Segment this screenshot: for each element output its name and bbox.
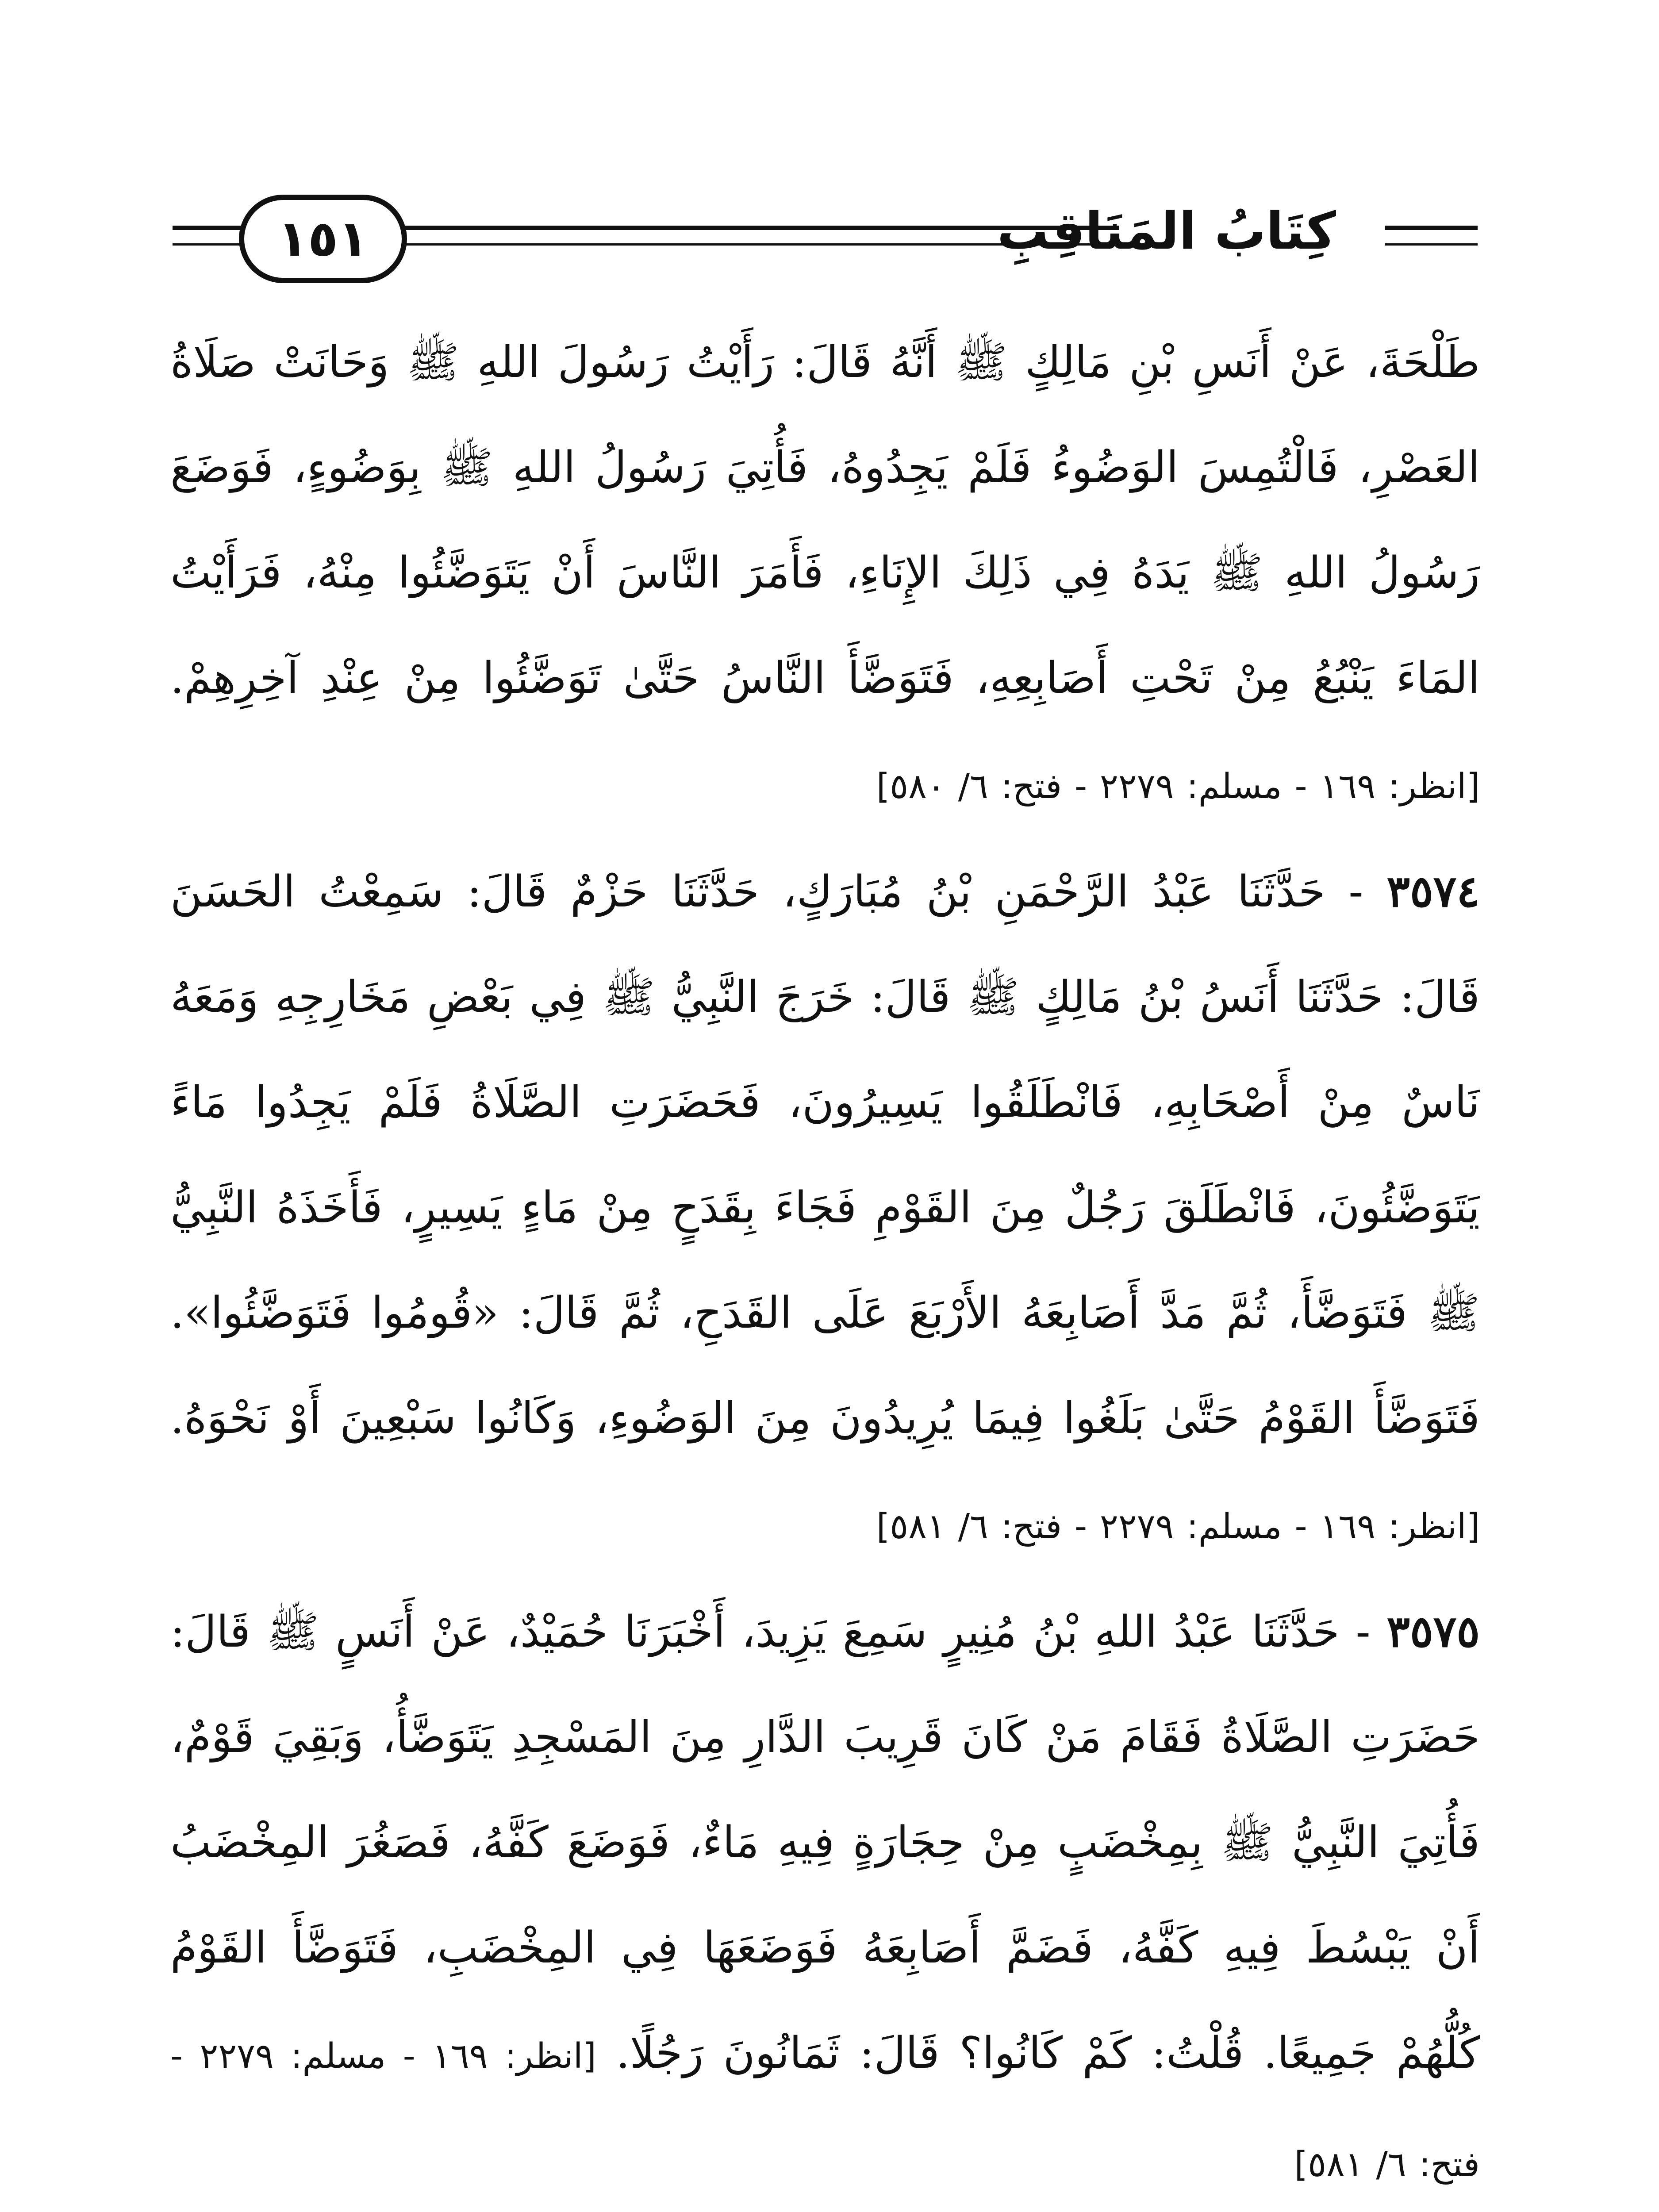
hadith-reference: [انظر: ١٦٩ - مسلم: ٢٢٧٩ - فتح: ٦/ ٥٨١] (170, 2036, 1480, 2185)
header-rule-right (1385, 226, 1478, 230)
header-rule-left (173, 226, 243, 230)
chapter-title: كِتَابُ المَنَاقِبِ (997, 201, 1336, 261)
hadith-text: - حَدَّثَنَا عَبْدُ اللهِ بْنُ مُنِيرٍ سَمِعَ يَزِيدَ، أَخْبَرَنَا حُمَيْدٌ، عَنْ أَنَسٍ ﷺ قَالَ: حَضَرَتِ الصَّلَاةُ فَقَامَ مَنْ كَانَ قَرِيبَ الدَّارِ مِنَ المَسْجِدِ يَتَوَضَّأُ، وَبَقِيَ قَوْمٌ، فَأُتِيَ النَّبِيُّ ﷺ بِمِخْضَبٍ مِنْ حِجَارَةٍ فِيهِ مَاءٌ، فَوَضَعَ كَفَّهُ، فَصَغُرَ المِخْضَبُ أَنْ يَبْسُطَ فِيهِ كَفَّهُ، فَضَمَّ أَصَابِعَهُ فَوَضَعَهَا فِي المِخْضَبِ، فَتَوَضَّأَ القَوْمُ كُلُّهُمْ جَمِيعًا. قُلْتُ: كَمْ كَانُوا؟ قَالَ: ثَمَانُونَ رَجُلًا. (170, 1607, 1480, 2078)
hadith-number: ٣٥٧٥ (1386, 1606, 1480, 1657)
page-number: ١٥١ (239, 195, 407, 283)
hadith-reference: [انظر: ١٦٩ - مسلم: ٢٢٧٩ - فتح: ٦/ ٥٨٠] (876, 767, 1480, 806)
header-rule-right-lower (1385, 243, 1478, 246)
hadith-paragraph (170, 310, 1480, 839)
page-body (170, 310, 1480, 2212)
hadith-number: ٣٥٧٤ (1386, 866, 1480, 917)
hadith-paragraph (170, 1579, 1480, 2212)
hadith-text: - حَدَّثَنَا عَبْدُ الرَّحْمَنِ بْنُ مُبَارَكٍ، حَدَّثَنَا حَزْمٌ قَالَ: سَمِعْتُ الحَسَنَ قَالَ: حَدَّثَنَا أَنَسُ بْنُ مَالِكٍ ﷺ قَالَ: خَرَجَ النَّبِيُّ ﷺ فِي بَعْضِ مَخَارِجِهِ وَمَعَهُ نَاسٌ مِنْ أَصْحَابِهِ، فَانْطَلَقُوا يَسِيرُونَ، فَحَضَرَتِ الصَّلَاةُ فَلَمْ يَجِدُوا مَاءً يَتَوَضَّئُونَ، فَانْطَلَقَ رَجُلٌ مِنَ القَوْمِ فَجَاءَ بِقَدَحٍ مِنْ مَاءٍ يَسِيرٍ، فَأَخَذَهُ النَّبِيُّ ﷺ فَتَوَضَّأَ، ثُمَّ مَدَّ أَصَابِعَهُ الأَرْبَعَ عَلَى القَدَحِ، ثُمَّ قَالَ: «قُومُوا فَتَوَضَّئُوا». فَتَوَضَّأَ القَوْمُ حَتَّىٰ بَلَغُوا فِيمَا يُرِيدُونَ مِنَ الوَضُوءِ، وَكَانُوا سَبْعِينَ أَوْ نَحْوَهُ. (170, 867, 1480, 1444)
page-header (173, 186, 1478, 301)
hadith-reference: [انظر: ١٦٩ - مسلم: ٢٢٧٩ - فتح: ٦/ ٥٨١] (876, 1507, 1480, 1547)
header-rule-left-lower (173, 243, 243, 246)
hadith-paragraph (170, 839, 1480, 1579)
hadith-text: طَلْحَةَ، عَنْ أَنَسِ بْنِ مَالِكٍ ﷺ أَنَّهُ قَالَ: رَأَيْتُ رَسُولَ اللهِ ﷺ وَحَانَتْ صَلَاةُ العَصْرِ، فَالْتُمِسَ الوَضُوءُ فَلَمْ يَجِدُوهُ، فَأُتِيَ رَسُولُ اللهِ ﷺ بِوَضُوءٍ، فَوَضَعَ رَسُولُ اللهِ ﷺ يَدَهُ فِي ذَلِكَ الإِنَاءِ، فَأَمَرَ النَّاسَ أَنْ يَتَوَضَّئُوا مِنْهُ، فَرَأَيْتُ المَاءَ يَنْبُعُ مِنْ تَحْتِ أَصَابِعِهِ، فَتَوَضَّأَ النَّاسُ حَتَّىٰ تَوَضَّئُوا مِنْ عِنْدِ آخِرِهِمْ. (170, 337, 1480, 703)
